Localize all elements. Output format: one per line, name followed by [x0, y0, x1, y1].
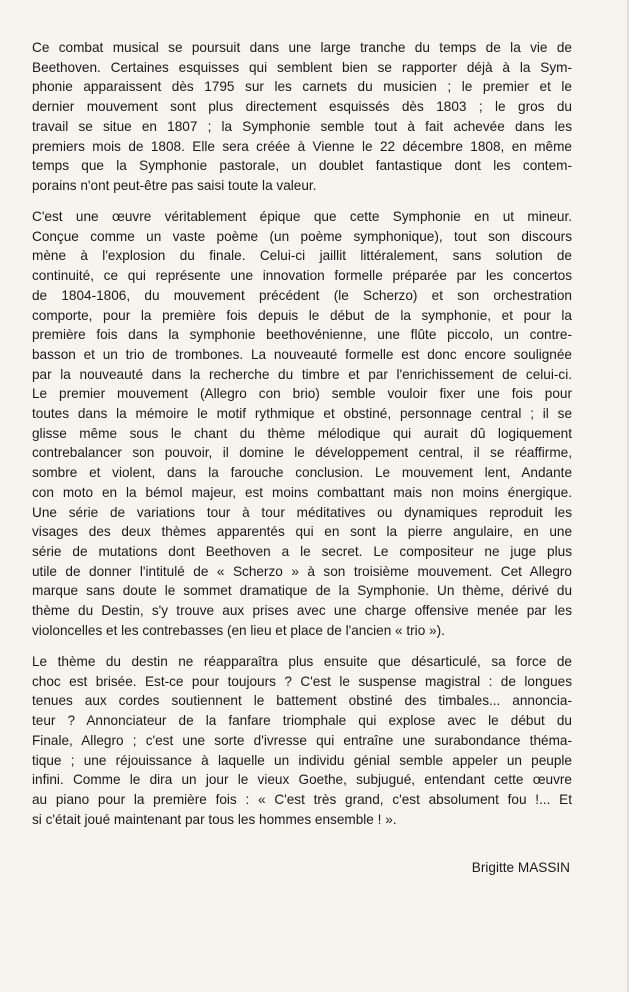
text-line: sombre et violent, dans la farouche conclusion. Le mouvement lent, Andante — [32, 465, 572, 481]
text-line: si c'était joué maintenant par tous les hommes ensemble ! ». — [32, 811, 397, 827]
text-line: de 1804-1806, du mouvement précédent (le Scherzo) et son orchestration — [32, 287, 572, 303]
text-line: Conçue comme un vaste poème (un poème symphonique), tout son discours — [32, 228, 572, 244]
text-line: Une série de variations tour à tour méditatives ou dynamiques reproduit les — [32, 504, 572, 520]
paragraph-1 — [32, 38, 572, 196]
text-line: basson et un trio de trombones. La nouveauté formelle est donc encore soulignée — [32, 346, 572, 362]
paragraph-2 — [32, 207, 572, 640]
text-line: Ce combat musical se poursuit dans une large tranche du temps de la vie de — [32, 40, 572, 55]
text-line: teur ? Annonciateur de la fanfare triomphale qui explose avec le début du — [32, 713, 572, 729]
text-line: temps que la Symphonie pastorale, un doublet fantastique dont les contem- — [32, 158, 572, 174]
text-line: tenues aux cordes soutiennent le battement obstiné des timbales... annoncia- — [32, 693, 572, 709]
text-line: Le thème du destin ne réapparaîtra plus ensuite que désarticulé, sa force de — [32, 654, 572, 669]
text-line: tique ; une réjouissance à laquelle un individu génial semble appeler un peuple — [32, 752, 572, 768]
text-line: infini. Comme le dira un jour le vieux Goethe, subjugué, entendant cette œuvre — [32, 772, 572, 788]
text-line: Finale, Allegro ; c'est une sorte d'ivresse qui entraîne une surabondance théma- — [32, 732, 572, 748]
text-line: dernier mouvement sont plus directement esquissés dès 1803 ; le gros du — [32, 99, 572, 115]
text-line: par la nouveauté dans la recherche du timbre et par l'enrichissement de celui-ci. — [32, 366, 572, 382]
text-line: visages des deux thèmes apparentés qui en sont la pierre angulaire, en une — [32, 524, 572, 540]
text-line: Beethoven. Certaines esquisses qui semblent bien se rapporter déjà à la Sym- — [32, 59, 572, 75]
text-line: contrebalancer son pouvoir, il domine le développement central, il se réaffirme, — [32, 445, 572, 461]
text-line: C'est une œuvre véritablement épique que cette Symphonie en ut mineur. — [32, 209, 572, 224]
text-line: première fois dans la symphonie beethovénienne, une flûte piccolo, un contre- — [32, 327, 572, 343]
text-line: Le premier mouvement (Allegro con brio) semble vouloir fixer une fois pour — [32, 386, 572, 402]
text-line: au piano pour la première fois : « C'est très grand, c'est absolument fou !... Et — [32, 791, 572, 807]
text-line: choc est brisée. Est-ce pour toujours ? C'est le suspense magistral : de longues — [32, 673, 572, 689]
text-line: mène à l'explosion du finale. Celui-ci jaillit littéralement, sans solution de — [32, 248, 572, 264]
text-line: con moto en la bémol majeur, est moins combattant mais non moins énergique. — [32, 484, 572, 500]
text-line: porains n'ont peut-être pas saisi toute la valeur. — [32, 177, 317, 193]
text-line: thème du Destin, s'y trouve aux prises avec une charge offensive menée par les — [32, 603, 572, 619]
text-line: glisse même sous le chant du thème mélodique qui aurait dû logiquement — [32, 425, 572, 441]
text-line: continuité, ce qui représente une innovation formelle préparée par les concertos — [32, 268, 572, 284]
text-line: violoncelles et les contrebasses (en lieu et place de l'ancien « trio »). — [32, 622, 445, 638]
text-line: toutes dans la mémoire le motif rythmique et obstiné, personnage central ; il se — [32, 406, 572, 422]
author-signature: Brigitte MASSIN — [471, 860, 570, 875]
text-line: utile de donner l'intitulé de « Scherzo » à son troisième mouvement. Cet Allegro — [32, 563, 572, 579]
text-line: marque sans doute le sommet dramatique de la Symphonie. Un thème, dérivé du — [32, 583, 572, 599]
text-line: premiers mois de 1808. Elle sera créée à Vienne le 22 décembre 1808, en même — [32, 138, 572, 154]
text-line: phonie apparaissent dès 1795 sur les carnets du musicien ; le premier et le — [32, 79, 572, 95]
text-line: travail se situe en 1807 ; la Symphonie semble tout à fait achevée dans les — [32, 118, 572, 134]
text-line: série de mutations dont Beethoven a le secret. Le compositeur ne juge plus — [32, 543, 572, 559]
text-line: comporte, pour la première fois depuis le début de la symphonie, et pour la — [32, 307, 572, 323]
paragraph-3 — [32, 652, 572, 829]
